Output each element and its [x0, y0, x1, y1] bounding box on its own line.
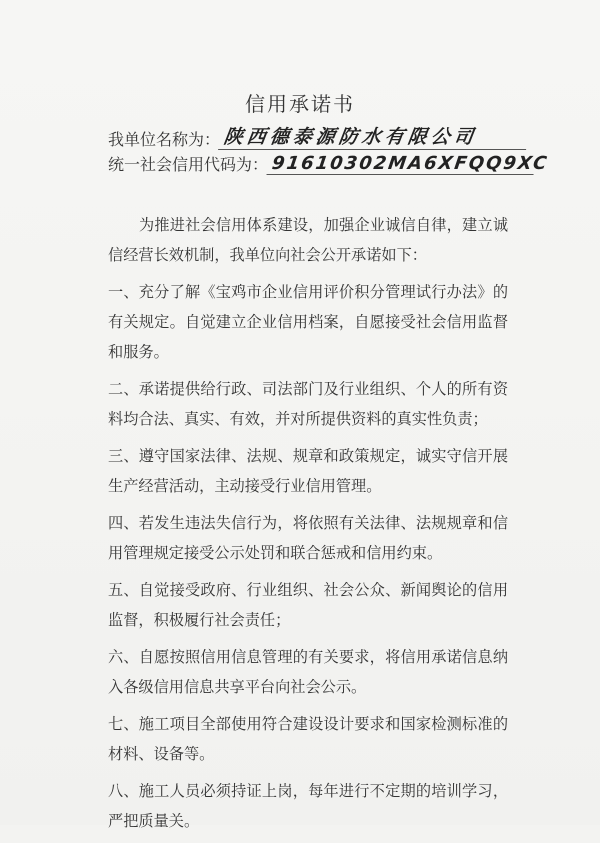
credit-code-handwritten: 91610302MA6XFQQ9XC [266, 153, 536, 175]
intro-paragraph: 为推进社会信用体系建设，加强企业诚信自律，建立诚信经营长效机制，我单位向社会公开承诺如下： [108, 216, 508, 264]
commitment-item-5: 五、自觉接受政府、行业组织、社会公众、新闻舆论的信用监督，积极履行社会责任； [108, 581, 508, 629]
commitment-item-6: 六、自愿按照信用信息管理的有关要求，将信用承诺信息纳入各级信用信息共享平台向社会公示。 [108, 648, 508, 696]
commitment-item-3: 三、遵守国家法律、法规、规章和政策规定，诚实守信开展生产经营活动，主动接受行业信用管理。 [108, 447, 508, 495]
commitment-item-2: 二、承诺提供给行政、司法部门及行业组织、个人的所有资料均合法、真实、有效，并对所提供资料的真实性负责； [108, 380, 508, 428]
commitment-item-4: 四、若发生违法失信行为，将依照有关法律、法规规章和信用管理规定接受公示处罚和联合惩戒和信用约束。 [108, 514, 508, 562]
commitment-item-8: 八、施工人员必须持证上岗，每年进行不定期的培训学习，严把质量关。 [108, 782, 508, 830]
credit-code-row [108, 152, 550, 175]
company-name-row [108, 122, 528, 150]
company-name-handwritten: 陕西德泰源防水有限公司 [218, 122, 530, 150]
commitment-body [108, 210, 508, 843]
credit-code-label: 统一社会信用代码为： [108, 155, 269, 174]
commitment-item-1: 一、充分了解《宝鸡市企业信用评价积分管理试行办法》的有关规定。自觉建立企业信用档案，自愿接受社会信用监督和服务。 [108, 283, 508, 361]
commitment-item-7: 七、施工项目全部使用符合建设设计要求和国家检测标准的材料、设备等。 [108, 715, 508, 763]
company-name-label: 我单位名称为： [108, 130, 221, 149]
document-title: 信用承诺书 [245, 92, 355, 116]
